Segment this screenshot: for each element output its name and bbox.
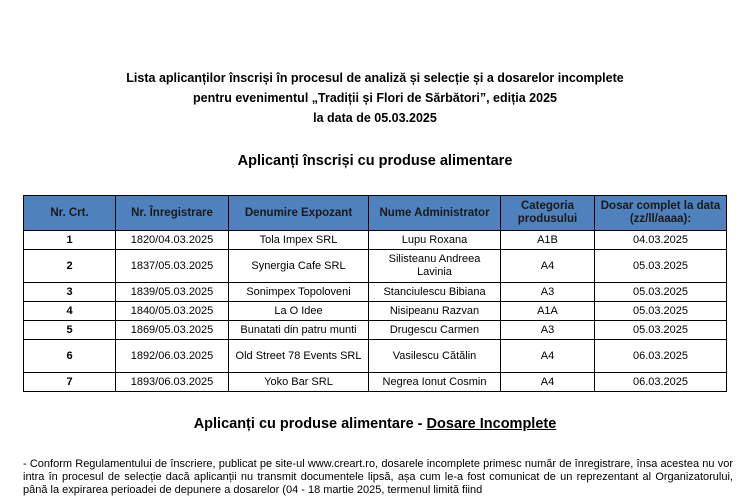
cell-complete-date: 05.03.2025 — [595, 321, 727, 340]
cell-category: A3 — [501, 283, 595, 302]
cell-complete-date: 06.03.2025 — [595, 373, 727, 392]
header-nume-administrator: Nume Administrator — [369, 196, 501, 231]
table-row — [24, 231, 727, 250]
table-row — [24, 321, 727, 340]
cell-category: A1A — [501, 302, 595, 321]
cell-registration: 1869/05.03.2025 — [116, 321, 229, 340]
cell-registration: 1893/06.03.2025 — [116, 373, 229, 392]
section-title-incomplete — [0, 416, 750, 432]
cell-registration: 1892/06.03.2025 — [116, 340, 229, 373]
cell-category: A4 — [501, 250, 595, 283]
cell-nr: 7 — [24, 373, 116, 392]
table-row — [24, 373, 727, 392]
applicants-table — [23, 195, 727, 392]
section-title-prefix: Aplicanți cu produse alimentare - — [193, 416, 427, 432]
cell-exhibitor: Sonimpex Topoloveni — [229, 283, 369, 302]
cell-category: A3 — [501, 321, 595, 340]
cell-nr: 5 — [24, 321, 116, 340]
title-line-2: pentru evenimentul „Tradiții și Flori de Sărbători”, ediția 2025 — [193, 91, 557, 105]
cell-complete-date: 05.03.2025 — [595, 283, 727, 302]
cell-complete-date: 05.03.2025 — [595, 302, 727, 321]
cell-nr: 1 — [24, 231, 116, 250]
cell-category: A1B — [501, 231, 595, 250]
cell-exhibitor: Bunatati din patru munti — [229, 321, 369, 340]
cell-nr: 4 — [24, 302, 116, 321]
header-denumire-expozant: Denumire Expozant — [229, 196, 369, 231]
cell-exhibitor: La O Idee — [229, 302, 369, 321]
cell-nr: 6 — [24, 340, 116, 373]
cell-complete-date: 05.03.2025 — [595, 250, 727, 283]
cell-administrator: Negrea Ionut Cosmin — [369, 373, 501, 392]
section-title-underlined: Dosare Incomplete — [426, 416, 557, 432]
table-row — [24, 250, 727, 283]
cell-administrator: Drugescu Carmen — [369, 321, 501, 340]
cell-registration: 1840/05.03.2025 — [116, 302, 229, 321]
regulation-note: - Conform Regulamentului de înscriere, publicat pe site-ul www.creart.ro, dosarele incomplete primesc număr de înregistrare, însa acestea nu vor intra în procesul de selecție dacă aplicanții nu transmit documentele lipsă, așa cum le-a fost comunicat de un reprezentant al Organizatorului, până la expirarea perioadei de depunere a dosarelor (04 - 18 martie 2025, termenul limită fiind — [23, 458, 733, 496]
cell-exhibitor: Tola Impex SRL — [229, 231, 369, 250]
cell-category: A4 — [501, 373, 595, 392]
cell-nr: 2 — [24, 250, 116, 283]
table-header-row — [24, 196, 727, 231]
cell-complete-date: 04.03.2025 — [595, 231, 727, 250]
cell-exhibitor: Synergia Cafe SRL — [229, 250, 369, 283]
header-nr-inregistrare: Nr. Înregistrare — [116, 196, 229, 231]
cell-registration: 1839/05.03.2025 — [116, 283, 229, 302]
cell-registration: 1837/05.03.2025 — [116, 250, 229, 283]
document-title — [0, 68, 750, 128]
title-line-3: la data de 05.03.2025 — [313, 111, 437, 125]
table-row — [24, 283, 727, 302]
cell-administrator: Vasilescu Cătălin — [369, 340, 501, 373]
header-nr-crt: Nr. Crt. — [24, 196, 116, 231]
table-row — [24, 340, 727, 373]
cell-administrator: Silisteanu Andreea Lavinia — [369, 250, 501, 283]
cell-category: A4 — [501, 340, 595, 373]
cell-complete-date: 06.03.2025 — [595, 340, 727, 373]
table-row — [24, 302, 727, 321]
section-title-applicants: Aplicanți înscriși cu produse alimentare — [237, 153, 513, 169]
header-dosar-complet: Dosar complet la data (zz/ll/aaaa): — [595, 196, 727, 231]
title-line-1: Lista aplicanților înscriși în procesul de analiză și selecție și a dosarelor incomplete — [126, 71, 624, 85]
cell-exhibitor: Old Street 78 Events SRL — [229, 340, 369, 373]
cell-administrator: Stanciulescu Bibiana — [369, 283, 501, 302]
cell-exhibitor: Yoko Bar SRL — [229, 373, 369, 392]
cell-registration: 1820/04.03.2025 — [116, 231, 229, 250]
header-categoria-produsului: Categoria produsului — [501, 196, 595, 231]
cell-administrator: Nisipeanu Razvan — [369, 302, 501, 321]
cell-administrator: Lupu Roxana — [369, 231, 501, 250]
cell-nr: 3 — [24, 283, 116, 302]
